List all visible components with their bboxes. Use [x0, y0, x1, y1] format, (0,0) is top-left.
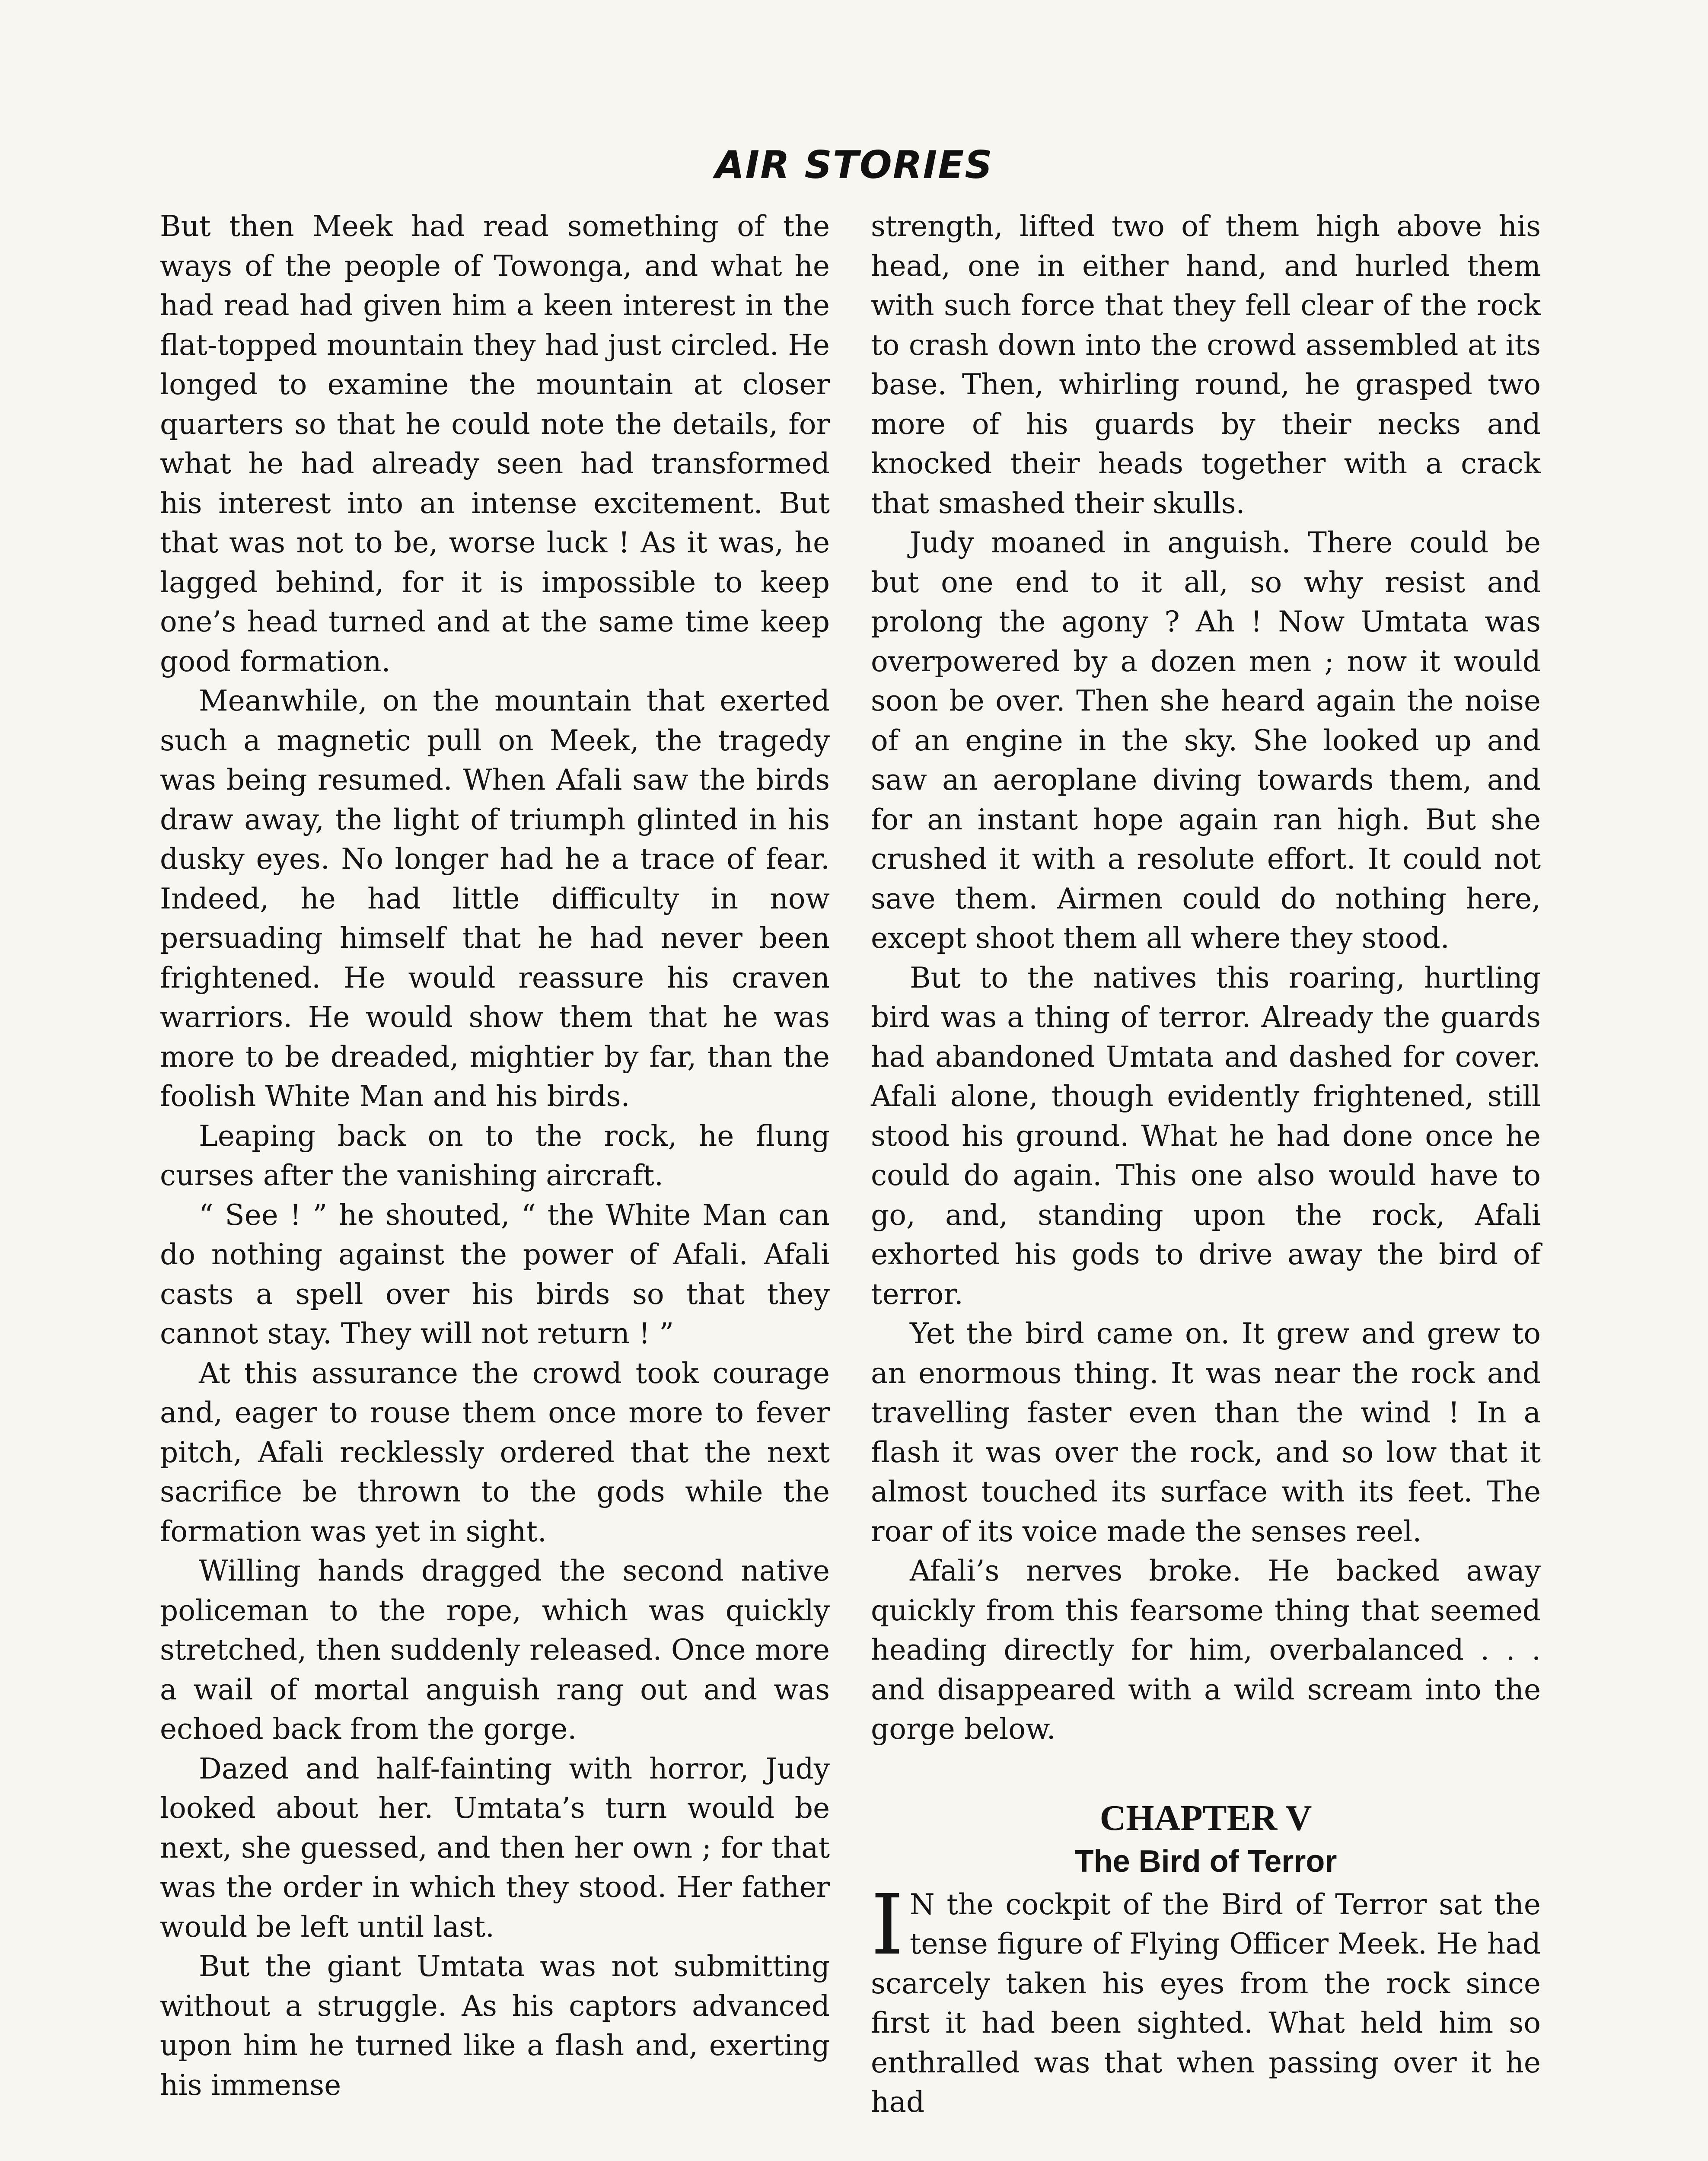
paragraph: “ See ! ” he shouted, “ the White Man can do nothing against the power of Afali. Afali casts a spell over his birds so that they cannot stay. They will not return ! ” — [160, 1198, 830, 1350]
paragraph: Dazed and half-fainting with horror, Judy looked about her. Umtata’s turn would be next, she guessed, and then her own ; for that was the order in which they stood. Her father would be left until last. — [160, 1752, 830, 1944]
paragraph: Yet the bird came on. It grew and grew to an enormous thing. It was near the rock and travelling faster even than the wind ! In a flash it was over the rock, and so low that it almost touched its surface with its feet. The roar of its voice made the senses reel. — [871, 1317, 1541, 1548]
paragraph: But the giant Umtata was not submitting without a struggle. As his captors advanced upon him he turned like a flash and, exerting his immense — [160, 1950, 830, 2102]
drop-cap: I — [871, 1877, 904, 1973]
chapter-opening-paragraph — [871, 1877, 1541, 2122]
paragraph: But then Meek had read something of the ways of the people of Towonga, and what he had read had given him a keen interest in the flat-topped mountain they had just circled. He longed to examine the mountain at closer quarters so that he could note the details, for what he had already seen had transformed his interest into an intense excitement. But that was not to be, worse luck ! As it was, he lagged behind, for it is impossible to keep one’s head turned and at the same time keep good formation. — [160, 210, 830, 678]
chapter-heading: CHAPTER V — [1099, 1798, 1312, 1838]
paragraph: Willing hands dragged the second native policeman to the rope, which was quickly stretched, then suddenly released. Once more a wail of mortal anguish rang out and was echoed back from the gorge. — [160, 1554, 830, 1746]
paragraph: At this assurance the crowd took courage and, eager to rouse them once more to fever pitch, Afali recklessly ordered that the next sacrifice be thrown to the gods while the formation was yet in sight. — [160, 1356, 830, 1548]
paragraph: Afali’s nerves broke. He backed away quickly from this fearsome thing that seemed heading directly for him, overbalanced . . . and disappeared with a wild scream into the gorge below. — [871, 1554, 1541, 1746]
left-column — [160, 207, 830, 2105]
chapter-opening-text: N the cockpit of the Bird of Terror sat the tense figure of Flying Officer Meek. He had scarcely taken his eyes from the rock since first it had been sighted. What held him so enthralled was that when passing over it he had — [871, 1887, 1541, 2119]
paragraph: Judy moaned in anguish. There could be but one end to it all, so why resist and prolong the agony ? Ah ! Now Umtata was overpowered by a dozen men ; now it would soon be over. Then she heard again the noise of an engine in the sky. She looked up and saw an aeroplane diving towards them, and for an instant hope again ran high. But she crushed it with a resolute effort. It could not save them. Airmen could do nothing here, except shoot them all where they stood. — [871, 526, 1541, 955]
paragraph: strength, lifted two of them high above his head, one in either hand, and hurled them with such force that they fell clear of the rock to crash down into the crowd assembled at its base. Then, whirling round, he grasped two more of his guards by their necks and knocked their heads together with a crack that smashed their skulls. — [871, 210, 1541, 520]
running-header: AIR STORIES — [715, 143, 993, 187]
paragraph: Meanwhile, on the mountain that exerted such a magnetic pull on Meek, the tragedy was being resumed. When Afali saw the birds draw away, the light of triumph glinted in his dusky eyes. No longer had he a trace of fear. Indeed, he had little difficulty in now persuading himself that he had never been frightened. He would reassure his craven warriors. He would show them that he was more to be dreaded, mightier by far, than the foolish White Man and his birds. — [160, 684, 830, 1113]
chapter-subtitle: The Bird of Terror — [1074, 1844, 1337, 1879]
paragraph: Leaping back on to the rock, he flung curses after the vanishing aircraft. — [160, 1119, 830, 1192]
paragraph: But to the natives this roaring, hurtling bird was a thing of terror. Already the guards had abandoned Umtata and dashed for cover. Afali alone, though evidently frightened, still stood his ground. What he had done once he could do again. This one also would have to go, and, standing upon the rock, Afali exhorted his gods to drive away the bird of terror. — [871, 961, 1541, 1311]
right-column — [871, 207, 1541, 2122]
